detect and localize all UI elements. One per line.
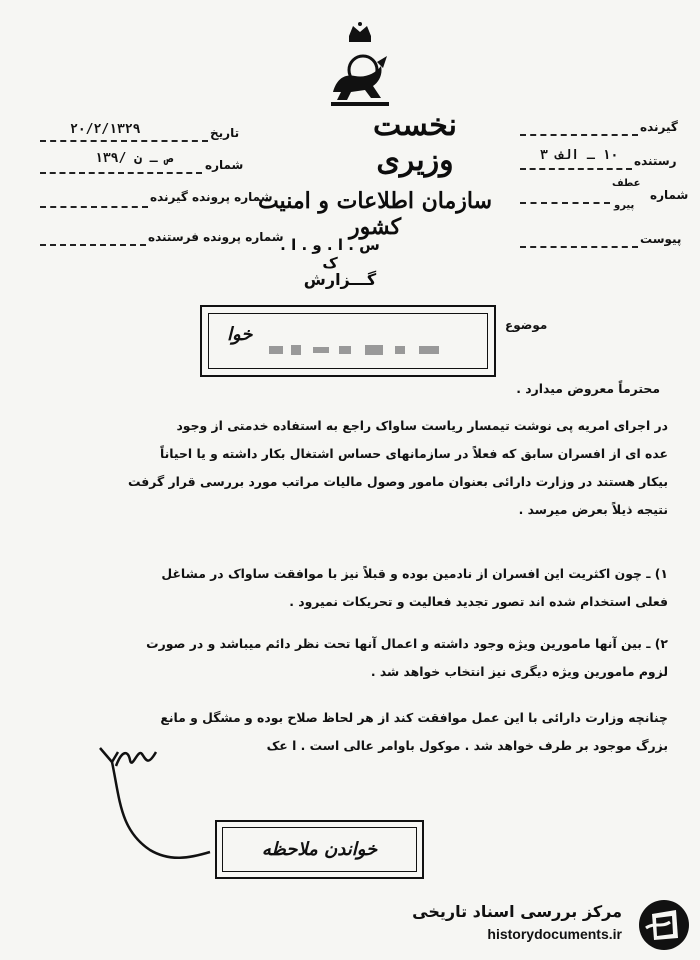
right-number-label: شماره [650, 188, 689, 202]
bottom-stamp-text: خواندن ملاحظه [261, 839, 378, 860]
subject-handwritten-note: خوا [227, 324, 253, 345]
receiver-line [520, 134, 638, 136]
date-label: تاریخ [210, 126, 240, 140]
greeting: محترماً معروض میدارد . [516, 381, 660, 396]
attachment-line [520, 246, 638, 248]
paragraph-line: بیکار هستند در وزارت دارائی بعنوان مامور وصول مالیات مراتب مورد بررسی قرار گرفت [128, 474, 668, 489]
paragraph-line: در اجرای امریه پی نوشت تیمسار ریاست ساواک راجع به استفاده خدمتی از وجود [176, 418, 668, 433]
receiver-label: گیرنده [640, 120, 678, 134]
paragraph-line: ۲) ـ بین آنها مامورین ویژه وجود داشته و اعمال آنها تحت نظر دائم میباشد و در صورت [146, 636, 668, 651]
faded-stamp-marks-icon [269, 340, 469, 360]
paragraph-line: فعلی استخدام شده اند تصور تجدید فعالیت و تحریکات نمیرود . [289, 594, 668, 609]
org-subtitle: سازمان اطلاعات و امنیت کشور [257, 188, 493, 240]
paragraph-1 [18, 412, 668, 524]
archive-logo-icon [636, 898, 692, 952]
subject-inner-frame [208, 313, 488, 369]
bottom-stamp-inner-frame [222, 827, 417, 872]
date-value: ۲۰/۲/۱۳۲۹ [70, 122, 141, 137]
org-code: س . ا . و . ا . ک [280, 236, 380, 272]
number-line [40, 172, 202, 174]
paragraph-line: چنانچه وزارت دارائی با این عمل موافقت کند از هر لحاظ صلاح بوده و مشگل و مانع [160, 710, 668, 725]
date-line [40, 140, 208, 142]
paragraph-line: لزوم مامورین ویژه دیگری نیز انتخاب خواهد شد . [370, 664, 668, 679]
sender-line [520, 168, 632, 170]
bottom-stamp-box [215, 820, 424, 879]
following-label: پیرو [614, 200, 635, 211]
number-value: ۱۳۹/ ص ـ ن [95, 151, 174, 166]
watermark-name: مرکز بررسی اسناد تاریخی [412, 902, 622, 921]
list-item-1 [18, 560, 668, 616]
file-sender-label: شماره پرونده فرستنده [148, 230, 284, 244]
number-label: شماره [205, 158, 244, 172]
subject-label: موضوع [505, 318, 548, 332]
file-sender-line [40, 244, 146, 246]
file-receiver-label: شماره پرونده گیرنده [150, 190, 273, 204]
watermark-url: historydocuments.ir [487, 926, 622, 942]
regarding-label: عطف [612, 178, 641, 189]
lion-and-sun-emblem-icon [325, 22, 395, 108]
paragraph-line: عده ای از افسران سابق که فعلاً در سازمانهای حساس اشتغال بکار داشته و یا احیاناً [159, 446, 668, 461]
subject-stamp-box [200, 305, 496, 377]
watermark [404, 898, 692, 952]
sender-label: رستنده [634, 154, 677, 168]
paragraph-line: ۱) ـ چون اکثریت این افسران از نادمین بوده و قبلاً نیز با موافقت ساواک در مشاغل [161, 566, 668, 581]
list-item-2 [18, 630, 668, 686]
paragraph-line: نتیجه ذیلاً بعرض میرسد . [518, 502, 668, 517]
file-receiver-line [40, 206, 148, 208]
report-heading: گـــزارش [303, 270, 377, 289]
right-number-line [520, 202, 610, 204]
attachment-label: پیوست [640, 232, 682, 246]
sender-value: ۱۰ ـ الف ۳ [540, 148, 619, 163]
org-title: نخست وزیری [373, 108, 457, 178]
paragraph-line: بزرگ موجود بر طرف خواهد شد . موکول باوامر عالی است . ا عک [266, 738, 668, 753]
